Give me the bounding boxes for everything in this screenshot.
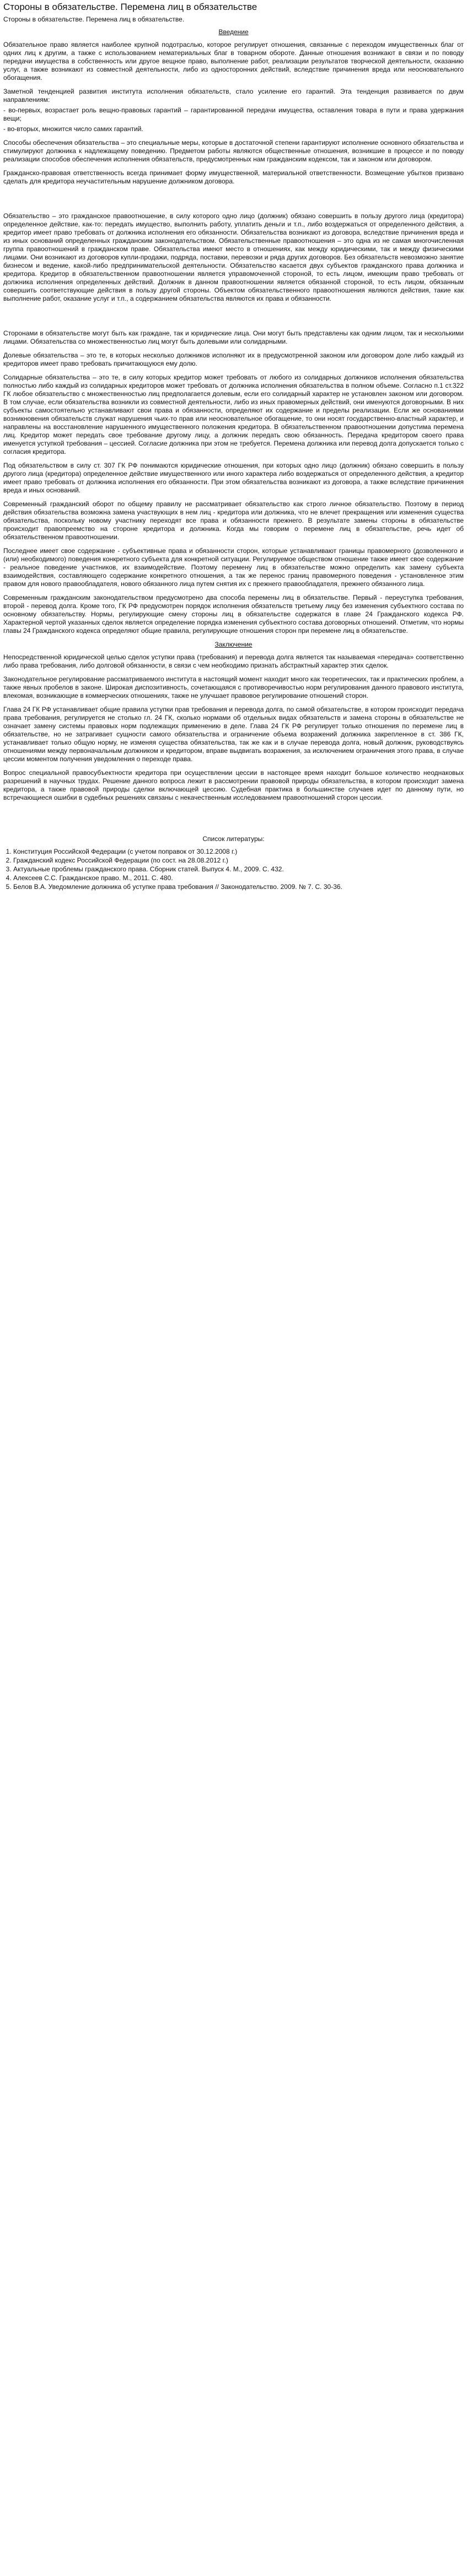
reference-item: 2. Гражданский кодекс Российской Федерации (по сост. на 28.08.2012 г.) <box>13 856 464 865</box>
spacer <box>3 807 464 828</box>
intro-section <box>3 41 464 186</box>
intro-paragraph: Заметной тенденцией развития института исполнения обязательств, стало усиление его гарантий. Эта тенденция развивается по двум направлениям: <box>3 88 464 104</box>
reference-item: 5. Белов В.А. Уведомление должника об уступке права требования // Законодательство. 2009. № 7. С. 30-36. <box>13 883 464 891</box>
reference-item: 3. Актуальные проблемы гражданского права. Сборник статей. Выпуск 4. М., 2009. С. 432. <box>13 865 464 874</box>
intro-paragraph: Способы обеспечения обязательства – это специальные меры, которые в достаточной степени гарантируют исполнение основного обязательства и стимулируют должника к надлежащему поведению. Предметом работы являются общественные отношения, возникшие в процессе и по поводу реализации способов обеспечения исполнения обязательств, предусмотренных нам гражданским кодексом, так и законом или договором. <box>3 139 464 163</box>
body-section <box>3 212 464 635</box>
body-paragraph: Солидарные обязательства – это те, в силу которых кредитор может требовать от любого из солидарных должников исполнения обязательства полностью либо каждый из солидарных кредиторов может требовать от должника исполнения обязательства в полном объеме. Согласно п.1 ст.322 ГК любое обязательство с множественностью лиц предполагается долевым, если его солидарный характер не установлен законом или договором. В том случае, если обязательства возникли из совместной деятельности, либо из иных правомерных действий, они именуются договорными. В них субъекты самостоятельно устанавливают свои права и обязанности, определяют их содержание и пределы реализации. Если же основаниями возникновения обязательств служат нарушения чьих-то прав или неосновательное обогащение, то они носят государственно-властный характер, и направлены на восстановление нарушенного имущественного положения кредитора. В обязательственном правоотношении допустима перемена лиц. Кредитор может передать свое требование другому лицу, а должник передать свою обязанность. Передача кредитором своего права именуется уступкой требования – цессией. Согласие должника при этом не требуется. Перемена должника или перевод долга допускается только с согласия кредитора. <box>3 373 464 455</box>
conclusion-section <box>3 653 464 802</box>
intro-paragraph: - во-вторых, множится число самих гарантий. <box>3 125 143 133</box>
body-paragraph: Долевые обязательства – это те, в которых несколько должников исполняют их в предусмотренной законом или договором доле либо каждый из кредиторов имеет право требовать причитающуюся ему долю. <box>3 351 464 367</box>
conclusion-paragraph: Законодательное регулирование рассматриваемого института в настоящий момент находит много как теоретических, так и практических проблем, а также явных пробелов в законе. Широкая диспозитивность, сочетающаяся с противоречивостью норм регулирования данного правового института, влекомая, возникающие в коммерческих отношениях, также не улучшает правовое регулирование отношений сторон. <box>3 675 464 699</box>
spacer <box>3 308 464 329</box>
body-paragraph: Последнее имеет свое содержание - субъективные права и обязанности сторон, которые устанавливают границы правомерного (дозволенного и (или) необходимого) поведения конкретного субъекта для конкретной ситуации. Регулируемое обществом отношение также имеет свое содержание - реальное поведение участников, их взаимодействие. Поэтому перемену лиц в обязательстве можно определить как замену субъекта взаимодействия, составляющего содержание конкретного отношения, а так же перенос границ правомерного поведения - установленное этим правом для нового правообладателя, нового обязанного лица путем снятия их с прежнего правообладателя, прежнего обязанного лица. <box>3 547 464 588</box>
intro-paragraph: Обязательное право является наиболее крупной подотраслью, которое регулирует отношения, связанные с переходом имущественных благ от одних лиц к другим, а также с использованием нематериальных благ в товарном обороте. Данные отношения возникают в связи и по поводу передачи имущества в собственность или другое вещное право, выполнение работ, реализации результатов творческой деятельности, оказанию услуг, а также возникают из совместной деятельности, либо из односторонних действий, вследствие причинения вреда или неосновательного обогащения. <box>3 41 464 82</box>
body-paragraph: Современный гражданский оборот по общему правилу не рассматривает обязательство как строго личное обязательство. Поэтому в период действия обязательства возможна замена участвующих в нем лиц - кредитора или должника, что не влечет прекращения или изменения существа обязательства, поскольку новому участнику переходят все права и обязанности прежнего. В результате замены стороны в обязательстве происходит правопреемство на стороне кредитора и должника. Когда мы говорим о перемене лиц в обязательстве, речь идет об обязательственном правоотношении. <box>3 500 464 541</box>
intro-paragraph: - во-первых, возрастает роль вещно-правовых гарантий – гарантированной передачи имущества, оставления товара в пути и права удержания вещи; <box>3 106 464 122</box>
body-paragraph: Современным гражданским законодательством предусмотрено два способа перемены лиц в обязательстве. Первый - переуступка требования, второй - перевод долга. Кроме того, ГК РФ предусмотрен порядок исполнения обязательств третьему лицу без изменения субъектного состава по основному обязательству. Нормы, регулирующие смену стороны лиц в обязательстве содержатся в главе 24 Гражданского кодекса РФ. Характерной чертой указанных сделок является определение порядка изменения субъектного состава договорных отношений. Отметим, что нормы главы 24 Гражданского кодекса определяют общие правила, регулирующие отношения сторон при перемене лиц в обязательстве. <box>3 594 464 634</box>
conclusion-paragraph: Глава 24 ГК РФ устанавливает общие правила уступки прав требования и перевода долга, по самой обязательстве, в котором происходит передача права требования, регулируется не столько гл. 24 ГК, сколько нормами об отдельных видах обязательств и замена стороны в обязательстве не означает замену системы правовых норм подлежащих применению в деле. Глава 24 ГК РФ регулирует только отношения по перемене лиц в обязательстве, но не затрагивает сущности самого обязательства и ограничение объема возражений должника закрепленное в ст. 386 ГК, устанавливает только общую норму, не изменяя существа обязательства, так же как и в случае перевода долга, новый должник, руководствуясь отношениями между первоначальным должником и кредитором, вправе выдвигать возражения, за исключением ограничения этого права, в случае цессии моментом получения уведомления о переходе права. <box>3 706 464 763</box>
spacer <box>3 191 464 212</box>
page-title: Стороны в обязательстве. Перемена лиц в обязательстве <box>3 2 257 12</box>
conclusion-heading: Заключение <box>214 641 253 648</box>
reference-item: 1. Конституция Российской Федерации (с учетом поправок от 30.12.2008 г.) <box>13 848 464 856</box>
references-list <box>3 848 464 891</box>
references-heading: Список литературы: <box>202 835 265 843</box>
body-paragraph: Обязательство – это гражданское правоотношение, в силу которого одно лицо (должник) обязано совершить в пользу другого лица (кредитора) определенное действие, как-то: передать имущество, выполнить работу, уплатить деньги и т.п., либо воздержаться от определенного действия, а кредитор имеет право требовать от должника исполнения его обязанности. Обязательства возникают из договора, вследствие причинения вреда и из иных оснований определенных гражданским законодательством. Обязательственные правоотношения – это одна из не самая многочисленная группа правоотношений в гражданском праве. Обязательства имеют место в отношениях, как между юридическими, так и между физическими лицами. Они возникают из договоров купли-продажи, подряда, поставки, перевозки и ряда других договоров. Без обязательств невозможно занятие бизнесом и ведение, какой-либо предпринимательской деятельности. Обязательство касается двух субъектов гражданского права должника и кредитора. Кредитор в обязательственном правоотношении является управомоченной стороной, то есть лицом, имеющим право требовать от должника исполнения определенных действий. Должник в данном правоотношении является обязанной стороной, то есть лицом, обязанным совершить соответствующие действия в пользу другой стороны. Объектом обязательственного правоотношения являются действия, такие как выполнение работ, оказание услуг и т.п., а содержанием обязательства являются их права и обязанности. <box>3 212 464 302</box>
body-paragraph: Под обязательством в силу ст. 307 ГК РФ понимаются юридические отношения, при которых одно лицо (должник) обязано совершить в пользу другого лица (кредитора) определенное действие имущественного или иного характера либо воздержаться от определенного действия, а кредитор имеет право требовать от должника исполнения его обязанности. При этом обязательства возникают из договора, а также вследствие причинения вреда и иных оснований. <box>3 462 464 494</box>
body-paragraph: Сторонами в обязательстве могут быть как граждане, так и юридические лица. Они могут быть представлены как одним лицом, так и несколькими лицами. Обязательства со множественностью лиц могут быть долевыми или солидарными. <box>3 329 464 345</box>
page-subtitle: Стороны в обязательстве. Перемена лиц в обязательстве. <box>3 15 185 23</box>
reference-item: 4. Алексеев С.С. Гражданское право. М., 2011. С. 480. <box>13 874 464 882</box>
intro-paragraph: Гражданско-правовая ответственность всегда принимает форму имущественной, материальной ответственности. Возмещение убытков призвано сделать для кредитора неучастительным нарушение должником договора. <box>3 169 464 185</box>
conclusion-paragraph: Вопрос специальной правосубъектности кредитора при осуществлении цессии в настоящее время находит большое количество неоднаковых разрешений в научных трудах. Решение данного вопроса лежит в рассмотрении правовой природы обязательства, в котором происходит замена кредитора, а также правовой природы сделки включающей цессию. Судебная практика в большинстве случаев идет по данному пути, но встречающиеся ошибки в судебных решениях связаны с некачественным исследованием правоотношений сторон цессии. <box>3 769 464 801</box>
conclusion-paragraph: Непосредственной юридической целью сделок уступки права (требования) и перевода долга является так называемая «передача» соответственно либо права требования, либо долговой обязанности, в связи с чем необходимо признать абстрактный характер этих сделок. <box>3 653 464 669</box>
intro-heading: Введение <box>218 28 249 36</box>
